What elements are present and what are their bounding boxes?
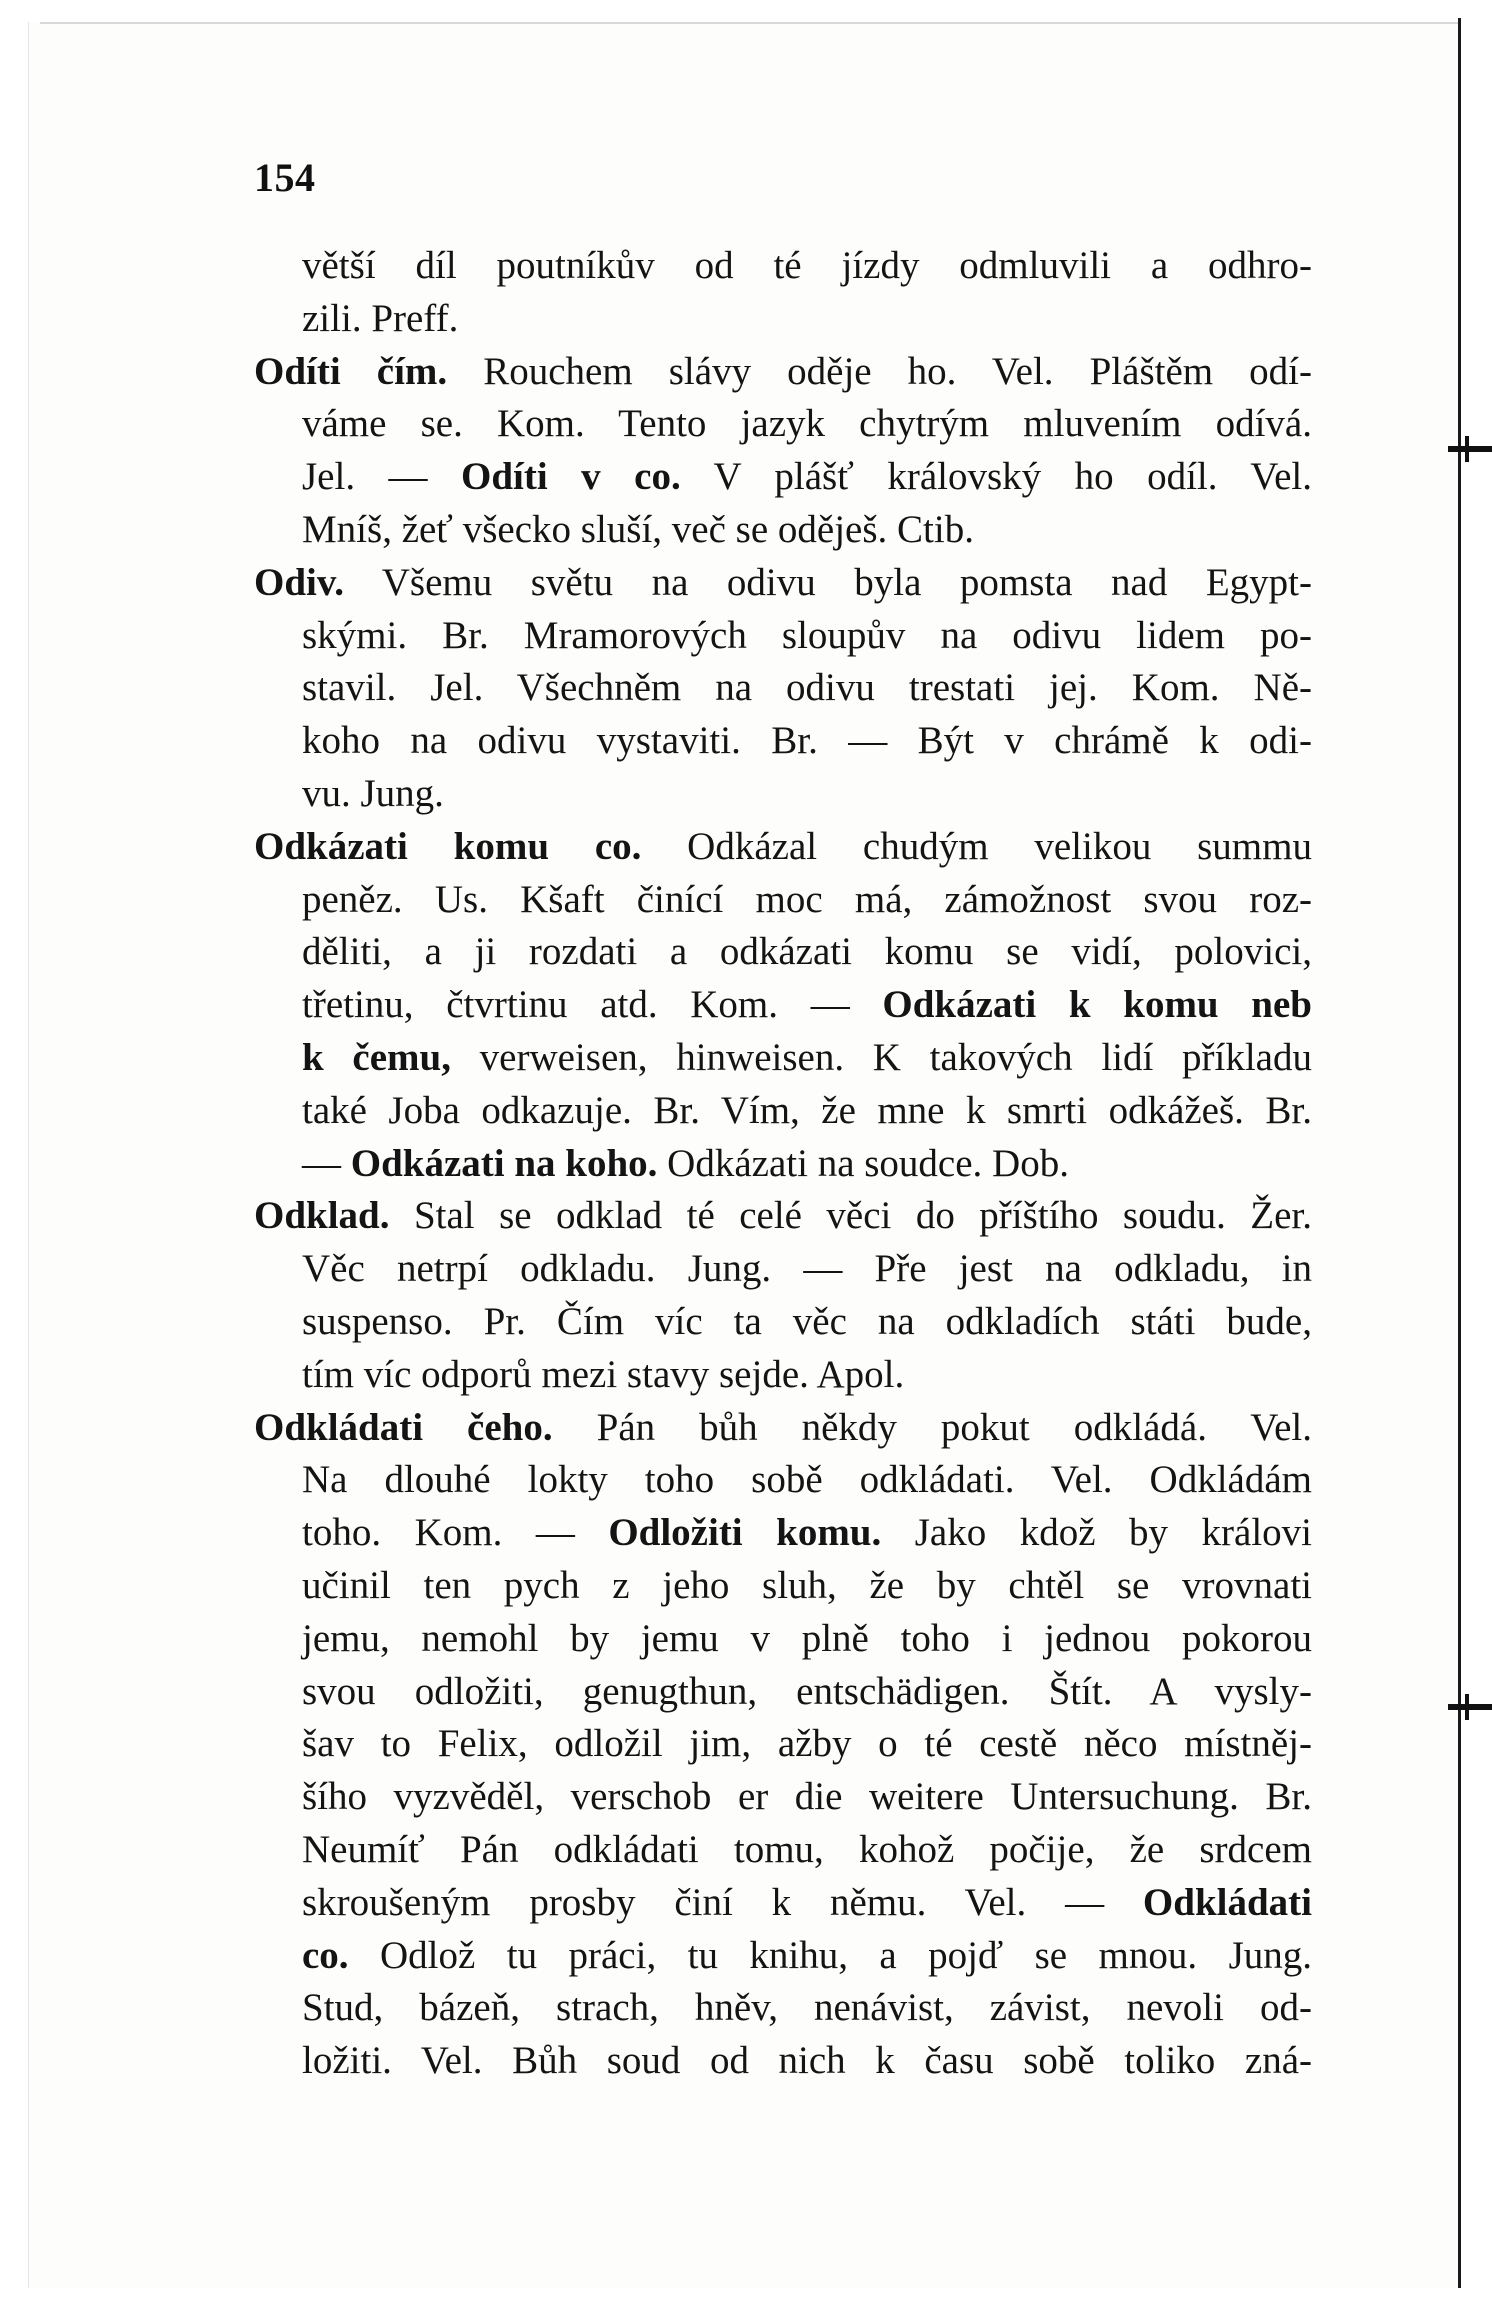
entry-text: Všemu světu na odivu byla pomsta nad Egypt- [343,560,1312,604]
entry-text: Rouchem slávy oděje ho. Vel. Pláštěm odí- [447,349,1312,393]
entry-text: skými. Br. Mramorových sloupův na odivu lidem po- [302,613,1312,657]
entry-text: šav to Felix, odložil jim, ažby o té cestě něco místněj- [302,1722,1312,1766]
entry-text: toho. Kom. — [302,1511,609,1555]
text-line [254,504,1312,557]
entry-text: Odkázati na soudce. Dob. [657,1141,1069,1185]
text-line [254,715,1312,768]
text-line [254,610,1312,663]
entry-text: vu. Jung. [302,771,444,815]
entry-text: ložiti. Vel. Bůh soud od nich k času sobě toliko zná- [302,2039,1312,2083]
text-line [254,1085,1312,1138]
text-line [254,1877,1312,1930]
entry-text: koho na odivu vystaviti. Br. — Být v chrámě k odi- [302,719,1312,763]
entry-text: Na dlouhé lokty toho sobě odkládati. Vel. Odkládám [302,1458,1312,1502]
entry-headline [254,557,1312,610]
entry-text: Jako kdož by královi [881,1511,1312,1555]
entry-text: jemu, nemohl by jemu v plně toho i jednou pokorou [302,1616,1312,1660]
entry-text: tím víc odporů mezi stavy sejde. Apol. [302,1352,905,1396]
entry-headline [254,1190,1312,1243]
entry-term: Odíti čím. [254,349,448,393]
entry-headline [254,346,1312,399]
entry-text: Věc netrpí odkladu. Jung. — Pře jest na odkladu, in [302,1247,1312,1291]
text-line [254,1243,1312,1296]
entry-term: Odkázati k komu neb [882,983,1312,1027]
binding-mark [1448,1704,1492,1710]
text-line [254,398,1312,451]
page-right-edge [1458,18,1461,2288]
entry-text: větší díl poutníkův od té jízdy odmluvili a odhro- [302,244,1312,287]
entry-term: Odklad. [254,1194,390,1238]
entry-text: Neumíť Pán odkládati tomu, kohož počije, že srdcem [302,1827,1312,1871]
binding-mark [1448,446,1492,452]
entry-text: Mníš, žeť všecko sluší, več se oděješ. Ctib. [302,507,974,551]
entry-text: V plášť královský ho odíl. Vel. [680,455,1313,499]
text-line [254,1982,1312,2035]
text-line [254,1138,1312,1191]
text-line [254,1771,1312,1824]
text-line [254,451,1312,504]
text-line [254,1296,1312,1349]
entry-text: váme se. Kom. Tento jazyk chytrým mluvením odívá. [302,402,1312,446]
text-line [254,768,1312,821]
entry-text: svou odložiti, genugthun, entschädigen. Štít. A vysly- [302,1669,1312,1713]
text-line [254,1032,1312,1085]
page-top-edge [40,22,1458,24]
text-line [254,1454,1312,1507]
text-line [254,1349,1312,1402]
text-line [254,874,1312,927]
entry-text: také Joba odkazuje. Br. Vím, že mne k smrti odkážeš. Br. [302,1088,1312,1132]
entry-text: Odkázal chudým velikou summu [641,824,1312,868]
dictionary-text [254,240,1312,2088]
entry-term: k čemu, [302,1035,451,1079]
binding-mark [1465,436,1469,462]
page-number: 154 [254,155,316,200]
entry-text: verweisen, hinweisen. K takových lidí příkladu [450,1035,1312,1079]
entry-text: zili. Preff. [302,296,459,340]
entry-term: Odkázati na koho. [350,1141,658,1185]
entry-text: — [302,1141,351,1185]
entry-text: skroušeným prosby činí k němu. Vel. — [302,1880,1143,1924]
text-line [254,1613,1312,1666]
entry-text: učinil ten pych z jeho sluh, že by chtěl se vrovnati [302,1563,1312,1607]
text-line [254,1824,1312,1877]
entry-text: stavil. Jel. Všechněm na odivu trestati jej. Kom. Ně- [302,666,1312,710]
entry-term: Odiv. [254,560,344,604]
text-line [254,1666,1312,1719]
text-line [254,926,1312,979]
text-line [254,240,1312,293]
text-line [254,979,1312,1032]
entry-headline [254,821,1312,874]
text-line [254,1507,1312,1560]
entry-text: Odlož tu práci, tu knihu, a pojď se mnou. Jung. [348,1933,1312,1977]
entry-text: Stud, bázeň, strach, hněv, nenávist, závist, nevoli od- [302,1986,1312,2030]
entry-term: Odíti v co. [461,455,681,499]
entry-term: Odkládati čeho. [254,1405,553,1449]
binding-mark [1465,1694,1469,1720]
entry-headline [254,1402,1312,1455]
text-line [254,1718,1312,1771]
entry-term: Odkázati komu co. [254,824,642,868]
entry-text: peněz. Us. Kšaft činící moc má, zámožnost svou roz- [302,877,1312,921]
entry-text: Pán bůh někdy pokut odkládá. Vel. [552,1405,1312,1449]
entry-term: Odložiti komu. [608,1511,882,1555]
text-line [254,662,1312,715]
entry-text: Stal se odklad té celé věci do příštího soudu. Žer. [389,1194,1312,1238]
entry-text: třetinu, čtvrtinu atd. Kom. — [302,983,883,1027]
entry-term: Odkládati [1142,1880,1312,1924]
text-line [254,1930,1312,1983]
entry-text: šího vyzvěděl, verschob er die weitere Untersuchung. Br. [302,1775,1312,1819]
text-line [254,1560,1312,1613]
entry-text: Jel. — [302,455,462,499]
text-line [254,2035,1312,2088]
entry-text: děliti, a ji rozdati a odkázati komu se vidí, polovici, [302,930,1312,974]
text-line [254,293,1312,346]
entry-text: suspenso. Pr. Čím víc ta věc na odkladích státi bude, [302,1299,1312,1343]
entry-term: co. [302,1933,349,1977]
